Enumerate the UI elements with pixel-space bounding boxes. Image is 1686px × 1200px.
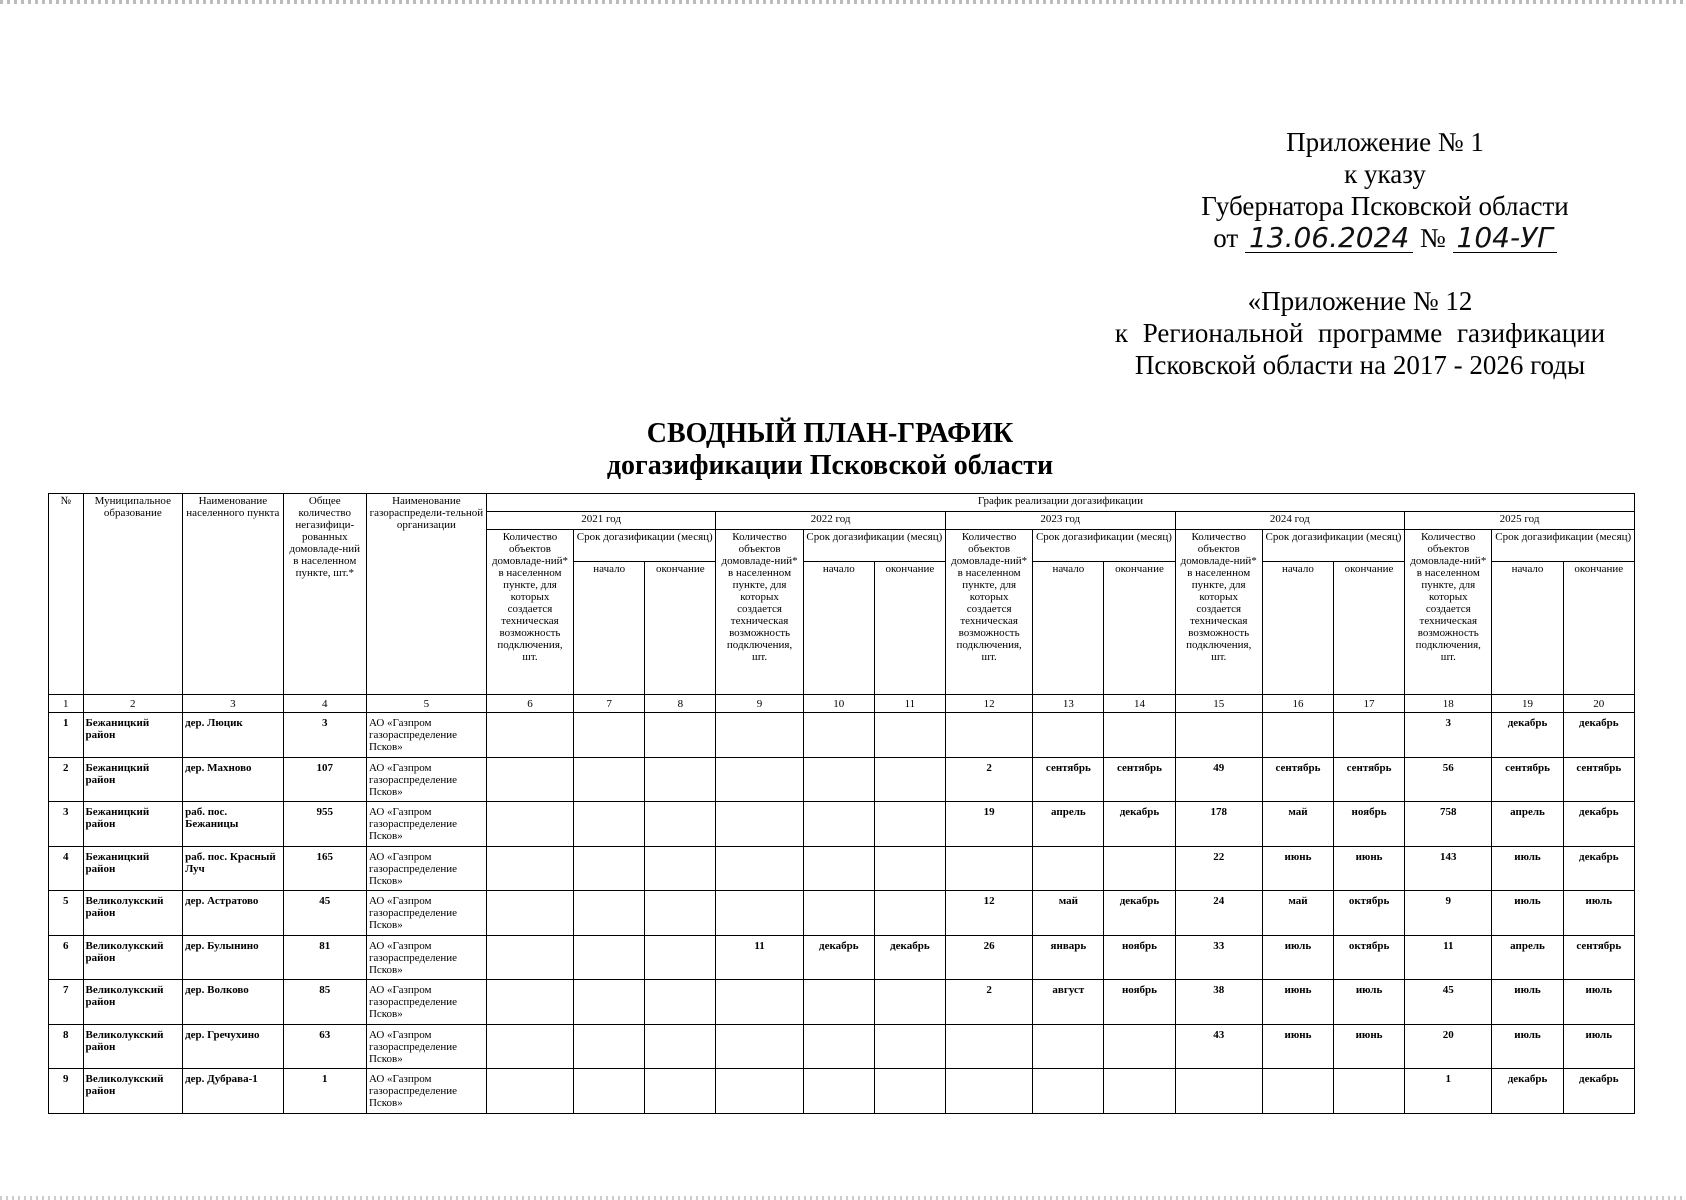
- table-cell: [645, 713, 716, 758]
- table-cell: июль: [1492, 1024, 1563, 1069]
- table-cell: [874, 980, 945, 1025]
- scan-bottom-edge: [0, 1196, 1686, 1200]
- table-cell: ноябрь: [1334, 802, 1405, 847]
- col-head-schedule: График реализации догазификации: [486, 494, 1634, 512]
- table-cell: [574, 802, 645, 847]
- column-number-6: 6: [486, 695, 573, 713]
- table-row: [49, 713, 1635, 758]
- col-head-municipality: Муниципальное образование: [83, 494, 183, 695]
- table-cell: 8: [49, 1024, 84, 1069]
- table-cell: сентябрь: [1563, 757, 1634, 802]
- table-row: [49, 757, 1635, 802]
- table-cell: июль: [1492, 980, 1563, 1025]
- table-cell: 38: [1175, 980, 1262, 1025]
- table-cell: дер. Волково: [183, 980, 284, 1025]
- title-line2: догазификации Псковской области: [606, 450, 1054, 481]
- table-cell: АО «Газпром газораспределение Псков»: [366, 891, 486, 936]
- column-number-9: 9: [716, 695, 803, 713]
- table-cell: [645, 1069, 716, 1114]
- table-cell: июль: [1262, 935, 1333, 980]
- col-head-count-2023: Количество объектов домовладе-ний* в населенном пункте, для которых создается техническая возможность подключения, шт.: [945, 530, 1032, 695]
- column-number-10: 10: [803, 695, 874, 713]
- column-number-4: 4: [283, 695, 366, 713]
- table-cell: октябрь: [1334, 891, 1405, 936]
- table-cell: декабрь: [1563, 713, 1634, 758]
- date-number-line: [1150, 222, 1620, 254]
- col-head-term-2023: Срок догазификации (месяц): [1033, 530, 1175, 562]
- table-cell: сентябрь: [1262, 757, 1333, 802]
- table-cell: [645, 846, 716, 891]
- table-cell: [486, 1069, 573, 1114]
- program-line3: Псковской области на 2017 - 2026 годы: [1134, 350, 1586, 380]
- table-cell: дер. Люцик: [183, 713, 284, 758]
- table-cell: 56: [1405, 757, 1492, 802]
- table-cell: 1: [49, 713, 84, 758]
- table-row: [49, 1024, 1635, 1069]
- column-number-row: [49, 695, 1635, 713]
- table-cell: декабрь: [803, 935, 874, 980]
- table-cell: декабрь: [1563, 846, 1634, 891]
- table-cell: [874, 891, 945, 936]
- table-cell: июль: [1563, 1024, 1634, 1069]
- table-cell: АО «Газпром газораспределение Псков»: [366, 935, 486, 980]
- table-cell: [945, 713, 1032, 758]
- table-cell: [574, 1069, 645, 1114]
- table-cell: [645, 757, 716, 802]
- table-cell: [874, 1069, 945, 1114]
- table-cell: [1033, 1024, 1104, 1069]
- table-cell: сентябрь: [1492, 757, 1563, 802]
- table-cell: апрель: [1492, 802, 1563, 847]
- table-cell: 45: [1405, 980, 1492, 1025]
- col-head-count-2021: Количество объектов домовладе-ний* в населенном пункте, для которых создается техническая возможность подключения, шт.: [486, 530, 573, 695]
- table-cell: январь: [1033, 935, 1104, 980]
- table-cell: [716, 1024, 803, 1069]
- appendix-header: [1150, 126, 1620, 254]
- table-cell: [1104, 1069, 1175, 1114]
- table-cell: [874, 802, 945, 847]
- col-head-start-2022: начало: [803, 561, 874, 695]
- table-cell: 2: [49, 757, 84, 802]
- table-cell: дер. Астратово: [183, 891, 284, 936]
- table-cell: 63: [283, 1024, 366, 1069]
- table-cell: июль: [1563, 980, 1634, 1025]
- table-cell: [1104, 713, 1175, 758]
- table-cell: АО «Газпром газораспределение Псков»: [366, 1024, 486, 1069]
- table-cell: [574, 935, 645, 980]
- year-2025: 2025 год: [1405, 512, 1635, 530]
- column-number-5: 5: [366, 695, 486, 713]
- table-cell: 24: [1175, 891, 1262, 936]
- table-cell: декабрь: [1563, 802, 1634, 847]
- table-cell: Бежаницкий район: [83, 757, 183, 802]
- col-head-term-2025: Срок догазификации (месяц): [1492, 530, 1635, 562]
- col-head-end-2025: окончание: [1563, 561, 1634, 695]
- appendix-title: Приложение № 1: [1286, 127, 1484, 157]
- col-head-end-2021: окончание: [645, 561, 716, 695]
- column-number-11: 11: [874, 695, 945, 713]
- table-cell: дер. Махново: [183, 757, 284, 802]
- table-cell: май: [1033, 891, 1104, 936]
- table-cell: сентябрь: [1104, 757, 1175, 802]
- table-cell: 45: [283, 891, 366, 936]
- col-head-settlement: Наименование населенного пункта: [183, 494, 284, 695]
- table-cell: [803, 846, 874, 891]
- gasification-schedule-table: [48, 493, 1635, 1114]
- table-cell: [874, 1024, 945, 1069]
- table-cell: июль: [1492, 846, 1563, 891]
- table-cell: Бежаницкий район: [83, 846, 183, 891]
- column-number-1: 1: [49, 695, 84, 713]
- col-head-end-2024: окончание: [1334, 561, 1405, 695]
- table-cell: июль: [1492, 891, 1563, 936]
- column-number-17: 17: [1334, 695, 1405, 713]
- decree-number: 104-УГ: [1453, 224, 1557, 253]
- col-head-term-2024: Срок догазификации (месяц): [1262, 530, 1404, 562]
- table-cell: [874, 846, 945, 891]
- table-cell: Великолукский район: [83, 980, 183, 1025]
- table-cell: 3: [1405, 713, 1492, 758]
- table-cell: 9: [49, 1069, 84, 1114]
- col-head-end-2022: окончание: [874, 561, 945, 695]
- col-head-count-2025: Количество объектов домовладе-ний* в населенном пункте, для которых создается техническая возможность подключения, шт.: [1405, 530, 1492, 695]
- table-cell: [1033, 1069, 1104, 1114]
- table-cell: июнь: [1262, 1024, 1333, 1069]
- table-cell: 12: [945, 891, 1032, 936]
- table-cell: дер. Булынино: [183, 935, 284, 980]
- table-cell: [645, 935, 716, 980]
- table-cell: 178: [1175, 802, 1262, 847]
- table-row: [49, 802, 1635, 847]
- table-cell: [716, 802, 803, 847]
- table-cell: [486, 846, 573, 891]
- scan-top-edge: [0, 0, 1686, 4]
- col-head-total: Общее количество негазифици-рованных домовладе-ний в населенном пункте, шт.*: [283, 494, 366, 695]
- table-cell: [486, 980, 573, 1025]
- table-row: [49, 980, 1635, 1025]
- table-cell: декабрь: [1492, 1069, 1563, 1114]
- table-cell: июль: [1334, 980, 1405, 1025]
- table-cell: [716, 891, 803, 936]
- column-number-13: 13: [1033, 695, 1104, 713]
- table-cell: дер. Дубрава-1: [183, 1069, 284, 1114]
- table-cell: 19: [945, 802, 1032, 847]
- table-cell: 49: [1175, 757, 1262, 802]
- table-cell: июнь: [1334, 1024, 1405, 1069]
- table-cell: Великолукский район: [83, 1024, 183, 1069]
- table-cell: [716, 980, 803, 1025]
- table-cell: [1334, 713, 1405, 758]
- table-cell: 26: [945, 935, 1032, 980]
- title-line1: СВОДНЫЙ ПЛАН-ГРАФИК: [646, 418, 1014, 449]
- table-cell: Бежаницкий район: [83, 713, 183, 758]
- decree-date: 13.06.2024: [1245, 224, 1413, 253]
- table-cell: дер. Гречухино: [183, 1024, 284, 1069]
- col-head-start-2023: начало: [1033, 561, 1104, 695]
- table-cell: декабрь: [1104, 891, 1175, 936]
- table-cell: 1: [1405, 1069, 1492, 1114]
- table-cell: апрель: [1033, 802, 1104, 847]
- table-cell: [716, 757, 803, 802]
- table-cell: декабрь: [1563, 1069, 1634, 1114]
- table-cell: 81: [283, 935, 366, 980]
- to-decree: к указу: [1344, 159, 1426, 189]
- table-cell: 11: [1405, 935, 1492, 980]
- table-cell: декабрь: [1104, 802, 1175, 847]
- table-cell: 143: [1405, 846, 1492, 891]
- table-cell: [574, 1024, 645, 1069]
- column-number-8: 8: [645, 695, 716, 713]
- number-prefix: №: [1420, 223, 1446, 253]
- table-cell: [1262, 1069, 1333, 1114]
- table-cell: [1262, 713, 1333, 758]
- table-cell: [803, 980, 874, 1025]
- col-head-count-2022: Количество объектов домовладе-ний* в населенном пункте, для которых создается техническая возможность подключения, шт.: [716, 530, 803, 695]
- table-cell: [945, 1069, 1032, 1114]
- column-number-20: 20: [1563, 695, 1634, 713]
- table-cell: [1175, 1069, 1262, 1114]
- table-cell: АО «Газпром газораспределение Псков»: [366, 802, 486, 847]
- table-cell: [874, 757, 945, 802]
- table-cell: 11: [716, 935, 803, 980]
- header-row-1: [49, 494, 1635, 512]
- table-cell: [716, 713, 803, 758]
- table-cell: 3: [283, 713, 366, 758]
- table-cell: 7: [49, 980, 84, 1025]
- col-head-end-2023: окончание: [1104, 561, 1175, 695]
- table-cell: [645, 802, 716, 847]
- table-cell: [486, 891, 573, 936]
- table-cell: ноябрь: [1104, 935, 1175, 980]
- column-number-18: 18: [1405, 695, 1492, 713]
- table-cell: 165: [283, 846, 366, 891]
- year-2021: 2021 год: [486, 512, 716, 530]
- table-cell: [574, 980, 645, 1025]
- table-cell: [1104, 846, 1175, 891]
- table-cell: [574, 846, 645, 891]
- year-2023: 2023 год: [945, 512, 1175, 530]
- table-cell: июль: [1563, 891, 1634, 936]
- table-cell: 20: [1405, 1024, 1492, 1069]
- table-cell: 85: [283, 980, 366, 1025]
- table-cell: июнь: [1262, 846, 1333, 891]
- table-cell: [486, 935, 573, 980]
- table-cell: 955: [283, 802, 366, 847]
- table-cell: [645, 891, 716, 936]
- table-cell: АО «Газпром газораспределение Псков»: [366, 1069, 486, 1114]
- table-cell: [803, 1069, 874, 1114]
- table-body: [49, 713, 1635, 1114]
- column-number-14: 14: [1104, 695, 1175, 713]
- table-cell: [945, 1024, 1032, 1069]
- column-number-16: 16: [1262, 695, 1333, 713]
- table-cell: 1: [283, 1069, 366, 1114]
- table-cell: 758: [1405, 802, 1492, 847]
- table-cell: АО «Газпром газораспределение Псков»: [366, 846, 486, 891]
- table-cell: 33: [1175, 935, 1262, 980]
- col-head-start-2024: начало: [1262, 561, 1333, 695]
- table-cell: 9: [1405, 891, 1492, 936]
- year-2024: 2024 год: [1175, 512, 1405, 530]
- table-cell: май: [1262, 802, 1333, 847]
- column-number-12: 12: [945, 695, 1032, 713]
- col-head-org: Наименование газораспредели-тельной организации: [366, 494, 486, 695]
- table-cell: [1175, 713, 1262, 758]
- table-cell: [1033, 713, 1104, 758]
- table-cell: 22: [1175, 846, 1262, 891]
- table-cell: [803, 713, 874, 758]
- table-cell: декабрь: [874, 935, 945, 980]
- table-cell: [486, 713, 573, 758]
- table-cell: раб. пос. Бежаницы: [183, 802, 284, 847]
- table-cell: [645, 1024, 716, 1069]
- table-cell: апрель: [1492, 935, 1563, 980]
- table-row: [49, 846, 1635, 891]
- program-appendix: «Приложение № 12: [1247, 286, 1473, 316]
- table-cell: [1104, 1024, 1175, 1069]
- table-cell: май: [1262, 891, 1333, 936]
- table-cell: июнь: [1262, 980, 1333, 1025]
- table-cell: август: [1033, 980, 1104, 1025]
- table-cell: [716, 1069, 803, 1114]
- table-cell: АО «Газпром газораспределение Псков»: [366, 757, 486, 802]
- table-cell: октябрь: [1334, 935, 1405, 980]
- table-cell: [803, 757, 874, 802]
- table-cell: 3: [49, 802, 84, 847]
- table-cell: [574, 757, 645, 802]
- governor-line: Губернатора Псковской области: [1201, 191, 1569, 221]
- date-prefix: от: [1213, 223, 1239, 253]
- table-row: [49, 935, 1635, 980]
- col-head-start-2021: начало: [574, 561, 645, 695]
- column-number-19: 19: [1492, 695, 1563, 713]
- table-cell: сентябрь: [1033, 757, 1104, 802]
- table-cell: 4: [49, 846, 84, 891]
- table-cell: [1334, 1069, 1405, 1114]
- table-cell: ноябрь: [1104, 980, 1175, 1025]
- table-row: [49, 1069, 1635, 1114]
- year-2022: 2022 год: [716, 512, 946, 530]
- table-cell: раб. пос. Красный Луч: [183, 846, 284, 891]
- col-head-term-2022: Срок догазификации (месяц): [803, 530, 945, 562]
- table-cell: АО «Газпром газораспределение Псков»: [366, 713, 486, 758]
- document-title: [560, 418, 1100, 482]
- table-cell: [486, 757, 573, 802]
- table-cell: [1033, 846, 1104, 891]
- column-number-2: 2: [83, 695, 183, 713]
- program-line2: к Региональной программе газификации: [1114, 318, 1606, 348]
- column-number-7: 7: [574, 695, 645, 713]
- col-head-start-2025: начало: [1492, 561, 1563, 695]
- col-head-term-2021: Срок догазификации (месяц): [574, 530, 716, 562]
- table-cell: [574, 713, 645, 758]
- table-cell: сентябрь: [1563, 935, 1634, 980]
- program-header: [1070, 285, 1650, 381]
- table-cell: 6: [49, 935, 84, 980]
- table-cell: [803, 1024, 874, 1069]
- table-cell: АО «Газпром газораспределение Псков»: [366, 980, 486, 1025]
- table-cell: 107: [283, 757, 366, 802]
- table-cell: Бежаницкий район: [83, 802, 183, 847]
- table-cell: [716, 846, 803, 891]
- table-cell: [803, 802, 874, 847]
- table-cell: [574, 891, 645, 936]
- table-row: [49, 891, 1635, 936]
- table-cell: [874, 713, 945, 758]
- table-cell: Великолукский район: [83, 891, 183, 936]
- table-cell: 5: [49, 891, 84, 936]
- column-number-15: 15: [1175, 695, 1262, 713]
- column-number-3: 3: [183, 695, 284, 713]
- table-cell: 43: [1175, 1024, 1262, 1069]
- table-cell: 2: [945, 757, 1032, 802]
- col-head-count-2024: Количество объектов домовладе-ний* в населенном пункте, для которых создается техническая возможность подключения, шт.: [1175, 530, 1262, 695]
- table-cell: [945, 846, 1032, 891]
- table-cell: [803, 891, 874, 936]
- col-head-num: №: [49, 494, 84, 695]
- table-cell: Великолукский район: [83, 935, 183, 980]
- table-cell: декабрь: [1492, 713, 1563, 758]
- table-cell: июнь: [1334, 846, 1405, 891]
- table-cell: сентябрь: [1334, 757, 1405, 802]
- table-cell: [486, 802, 573, 847]
- table-cell: 2: [945, 980, 1032, 1025]
- table-cell: [645, 980, 716, 1025]
- table-cell: [486, 1024, 573, 1069]
- table-cell: Великолукский район: [83, 1069, 183, 1114]
